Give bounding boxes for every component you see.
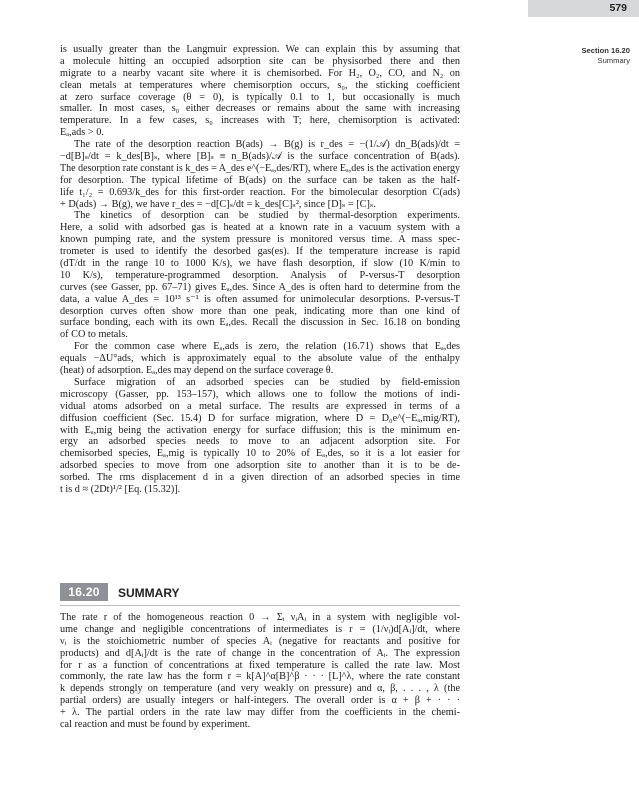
text-line: for desorption. The typical lifetime of B(ads) on the surface can be taken as the half-	[60, 174, 460, 186]
text-line: (dT/dt in the range 10 to 1000 K/s), we have flash desorption, if slow (10 K/min to	[60, 258, 460, 270]
text-line: Surface migration of an adsorbed species can be studied by field-emission	[74, 376, 460, 388]
text-line: partial orders) are usually integers or half-integers. The overall order is α + β + · · ·	[60, 695, 460, 707]
text-line: clean metals at temperatures where chemisorption occurs, s₀, the sticking coefficient	[60, 79, 460, 91]
text-line: −d[B]ₛ/dt = k_des[B]ₛ, where [B]ₛ ≡ n_B(ads)/𝒜 is the surface concentration of B(ads).	[60, 151, 460, 163]
text-line: The rate of the desorption reaction B(ads) → B(g) is r_des = −(1/𝒜) dn_B(ads)/dt =	[74, 139, 460, 151]
text-line: sorbed. The rms displacement d in a given direction of an adsorbed species in time	[60, 472, 460, 484]
text-line: data, a value A_des = 10¹³ s⁻¹ is often assumed for unimolecular desorptions. P-versus-T	[60, 293, 460, 305]
text-line: The desorption rate constant is k_des = A_des e^(−Eₐ,des/RT), where Eₐ,des is the activation energy	[60, 162, 460, 174]
text-line: with Eₐ,mig being the activation energy for surface diffusion; this is the minimum en-	[60, 424, 460, 436]
section-heading-title: SUMMARY	[118, 586, 180, 600]
text-line: of CO to metals.	[60, 329, 128, 341]
text-line: t is d ≈ (2Dt)¹/² [Eq. (15.32)].	[60, 483, 181, 495]
text-line: migrate to a nearby vacant site where it is chemisorbed. For H₂, O₂, CO, and N₂ on	[60, 67, 460, 79]
text-line: equals −ΔU°ads, which is approximately equal to the absolute value of the enthalpy	[60, 353, 460, 365]
heading-rule	[60, 605, 460, 606]
text-line: adsorbed species to move from one adsorption site to another than it is to be de-	[60, 460, 460, 472]
summary-text	[60, 612, 460, 731]
text-line: temperature. In a few cases, s₀ increases with T; here, chemisorption is activated:	[60, 115, 460, 127]
text-line: commonly, the rate law has the form r = k[A]^α[B]^β · · · [L]^λ, where the rate constant	[60, 671, 460, 683]
text-line: products) and d[Aᵢ]/dt is the rate of change in the concentration of Aᵢ. The expression	[60, 647, 460, 659]
text-line: known pumping rate, and the system pressure is monitored versus time. A mass spec-	[60, 234, 460, 246]
text-line: surface bonding, each with its own Eₐ,des. Recall the discussion in Sec. 16.18 on bonding	[60, 317, 460, 329]
text-line: a molecule hitting an occupied adsorption site can be physisorbed there and then	[60, 55, 460, 67]
text-line: 10 K/s), temperature-programmed desorption. Analysis of P-versus-T desorption	[60, 269, 460, 281]
section-number: Section 16.20	[581, 46, 630, 55]
page-number: 579	[609, 2, 627, 14]
text-line: microscopy (Gasser, pp. 153–157), which allows one to follow the motions of indi-	[60, 388, 460, 400]
text-line: for r as a function of concentrations at fixed temperature is called the rate law. Most	[60, 659, 460, 671]
text-line: For the common case where Eₐ,ads is zero, the relation (16.71) shows that Eₐ,des	[74, 341, 460, 353]
text-line: trometer is used to identify the desorbed gas(es). If the temperature increase is rapid	[60, 246, 460, 258]
text-line: ergy an adsorbed species needs to move to an adjacent adsorption site. For	[60, 436, 460, 448]
section-number-box: 16.20	[60, 583, 108, 601]
page-number-band	[528, 0, 639, 17]
text-line: smaller. In most cases, s₀ either decreases or remains about the same with increasing	[60, 103, 460, 115]
section-title: Summary	[597, 55, 630, 65]
text-line: diffusion coefficient (Sec. 15.4) D for surface migration, where D = D₀e^(−Eₐ,mig/RT),	[60, 412, 460, 424]
summary-heading	[60, 583, 460, 605]
text-line: k depends strongly on temperature (and very weakly on pressure) and α, β, . . . , λ (the	[60, 683, 460, 695]
text-line: Eₐ,ads > 0.	[60, 127, 104, 139]
text-line: chemisorbed species, Eₐ,mig is typically 10 to 20% of Eₐ,des, so it is a lot easier for	[60, 448, 460, 460]
text-line: curves (see Gasser, pp. 67–71) gives Eₐ,des. Since A_des is often hard to determine from the	[60, 281, 460, 293]
text-line: ume change and negligible concentrations of intermediates is r = (1/νᵢ)d[Aᵢ]/dt, where	[60, 623, 460, 635]
text-line: The kinetics of desorption can be studied by thermal-desorption experiments.	[74, 210, 460, 222]
text-line: is usually greater than the Langmuir expression. We can explain this by assuming that	[60, 44, 460, 55]
running-section-label	[540, 46, 630, 65]
text-line: + λ. The partial orders in the rate law may differ from the coefficients in the chemi-	[60, 707, 460, 719]
text-line: νᵢ is the stoichiometric number of species Aᵢ (negative for reactants and positive for	[60, 635, 460, 647]
text-line: at zero surface coverage (θ = 0), is typically 0.1 to 1, but occasionally is much	[60, 91, 460, 103]
text-line: desorption curves often show more than one peak, indicating more than one kind of	[60, 305, 460, 317]
text-line: The rate r of the homogeneous reaction 0 → Σᵢ νᵢAᵢ in a system with negligible vol-	[60, 612, 460, 623]
text-line: + D(ads) → B(g), we have r_des = −d[C]ₛ/dt = k_des[C]ₛ², since [D]ₛ = [C]ₛ.	[60, 198, 376, 210]
text-line: Here, a solid with adsorbed gas is heated at a known rate in a vacuum system with a	[60, 222, 460, 234]
text-line: (heat) of adsorption. Eₐ,des may depend on the surface coverage θ.	[60, 365, 334, 377]
text-line: life t₁/₂ = 0.693/k_des for this first-order reaction. For the bimolecular desorption C(ads)	[60, 186, 460, 198]
text-line: vidual atoms adsorbed on a metal surface. The results are expressed in terms of a	[60, 400, 460, 412]
text-line: cal reaction and must be found by experiment.	[60, 719, 251, 731]
body-text	[60, 44, 460, 496]
